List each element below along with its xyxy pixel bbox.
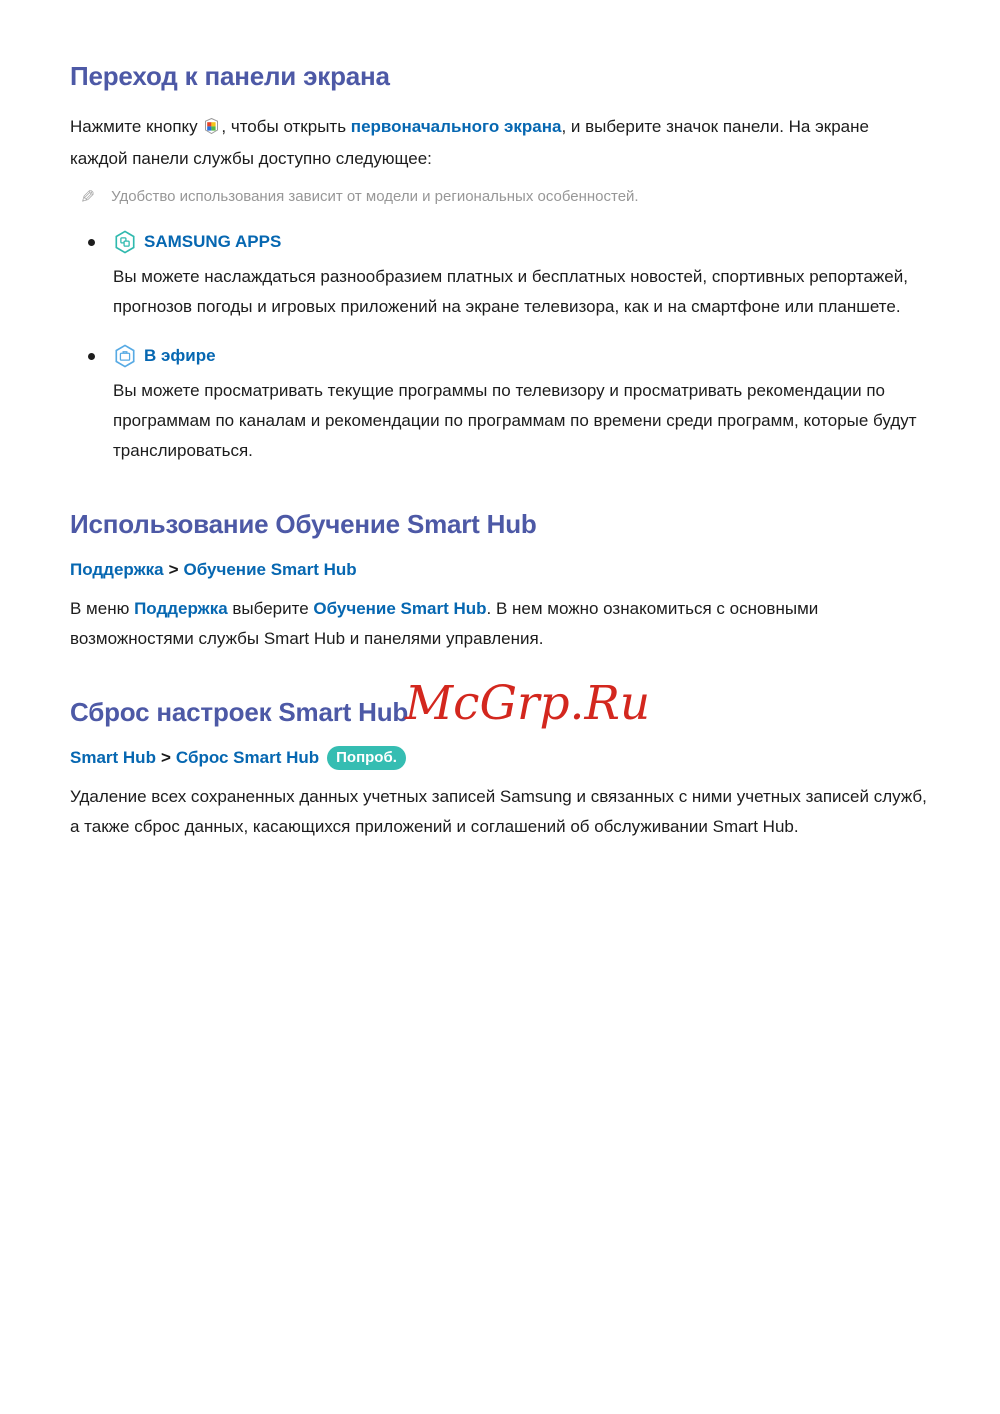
tutorial-text-2: выберите — [227, 599, 314, 618]
panels-intro-paragraph — [70, 112, 930, 174]
tutorial-text-3: . В нем можно ознакомиться с основными возможностями службы Smart Hub и панелями управления. — [70, 599, 819, 648]
availability-note-text: Удобство использования зависит от модели и региональных особенностей. — [111, 188, 639, 205]
try-now-badge[interactable]: Попроб. — [327, 746, 406, 770]
bullet-dot — [88, 353, 95, 360]
home-screen-reference-link[interactable]: первоначального экрана — [350, 117, 562, 136]
mcgrp-watermark: McGrp.Ru — [405, 676, 651, 731]
on-tv-hexagon-icon — [114, 344, 136, 368]
smart-hub-multicolor-button-icon — [204, 114, 219, 144]
samsung-apps-description: Вы можете наслаждаться разнообразием платных и бесплатных новостей, спортивных репортажей, прогнозов погоды и игровых приложений на экране телевизора, как и на смартфоне или планшете. — [113, 267, 908, 316]
breadcrumb-separator: > — [160, 748, 171, 767]
reset-paragraph: Удаление всех сохраненных данных учетных записей Samsung и связанных с ними учетных записей служб, а также сброс данных, касающихся приложений и соглашений об обслуживании Smart Hub. — [70, 787, 927, 836]
breadcrumb-separator: > — [168, 560, 179, 579]
samsung-apps-hexagon-icon — [114, 230, 136, 254]
breadcrumb-item-smart-hub-tutorial: Обучение Smart Hub — [183, 560, 357, 579]
section-heading-tutorial: Использование Обучение Smart Hub — [70, 509, 537, 539]
tutorial-paragraph — [70, 594, 930, 654]
on-tv-label[interactable]: В эфире — [144, 346, 216, 365]
breadcrumb-tutorial — [70, 558, 930, 582]
section-heading-panels: Переход к панели экрана — [70, 61, 390, 91]
bullet-dot — [88, 239, 95, 246]
breadcrumb-item-reset-smart-hub: Сброс Smart Hub — [175, 748, 320, 767]
breadcrumb-item-smart-hub: Smart Hub — [70, 748, 156, 767]
pencil-icon: ✎ — [80, 187, 96, 207]
intro-text-2: , чтобы открыть — [221, 117, 351, 136]
availability-note — [80, 186, 930, 208]
smart-hub-tutorial-reference[interactable]: Обучение Smart Hub — [313, 599, 487, 618]
support-menu-reference[interactable]: Поддержка — [134, 599, 228, 618]
on-tv-description: Вы можете просматривать текущие программы по телевизору и просматривать рекомендации по программам по каналам и рекомендации по программам по времени среди программ, которые будут транслироваться. — [113, 381, 917, 460]
bullet-on-tv — [70, 344, 930, 368]
bullet-samsung-apps — [70, 230, 930, 254]
intro-text-3: , и выберите значок панели. На экране каждой панели службы доступно следующее: — [70, 117, 869, 168]
breadcrumb-reset — [70, 746, 930, 770]
tutorial-text-1: В меню — [70, 599, 135, 618]
intro-text-1: Нажмите кнопку — [70, 117, 203, 136]
section-heading-reset: Сброс настроек Smart Hub — [70, 697, 409, 727]
samsung-apps-label[interactable]: SAMSUNG APPS — [144, 232, 282, 251]
breadcrumb-item-support: Поддержка — [70, 560, 164, 579]
